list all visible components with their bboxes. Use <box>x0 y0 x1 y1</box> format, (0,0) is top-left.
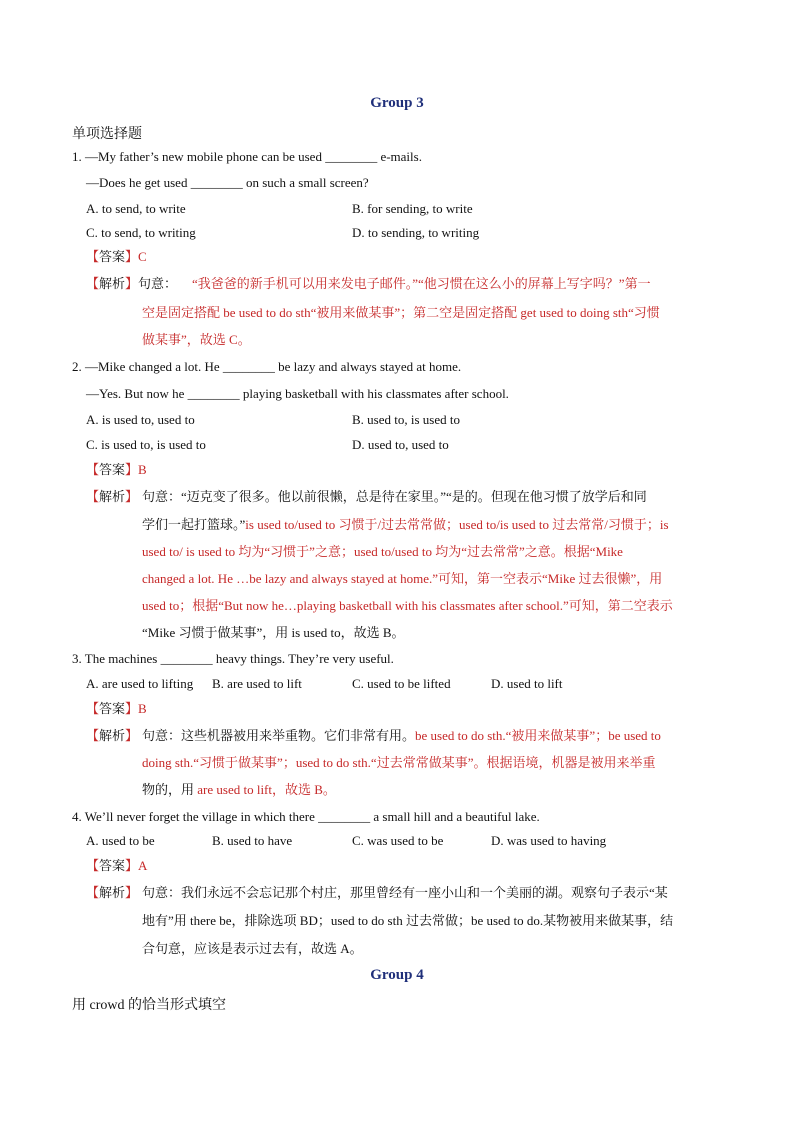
q1-option-c: C. to send, to writing <box>86 225 196 240</box>
q2-exp-line4: changed a lot. He …be lazy and always stayed at home.”可知，第一空表示“Mike 过去很懒”，用 <box>142 571 663 586</box>
q2-sub: —Yes. But now he ________ playing basketball with his classmates after school. <box>86 386 509 401</box>
q3-option-c: C. used to be lifted <box>352 676 451 691</box>
q3-option-a: A. are used to lifting <box>86 676 194 691</box>
q1-exp-line2: 空是固定搭配 be used to do sth“被用来做某事”；第二空是固定搭配 get used to doing sth“习惯 <box>142 305 660 320</box>
q1-exp-line1: “我爸爸的新手机可以用来发电子邮件。”“他习惯在这么小的屏幕上写字吗？”第一 <box>192 276 651 291</box>
q3-exp-line1: 句意：这些机器被用来举重物。它们非常有用。be used to do sth.“被用来做某事”；be used to <box>142 728 661 743</box>
q4-option-d: D. was used to having <box>491 833 607 848</box>
q4-option-c: C. was used to be <box>352 833 444 848</box>
q1-sub: —Does he get used ________ on such a small screen? <box>86 175 369 190</box>
q3-option-d: D. used to lift <box>491 676 563 691</box>
group-4-heading: 用 crowd 的恰当形式填空 <box>72 998 226 1013</box>
q2-exp-line3: used to/ is used to 均为“习惯于”之意；used to/used to 均为“过去常常”之意。根据“Mike <box>142 544 623 559</box>
q2-exp-line2: 学们一起打篮球。”is used to/used to 习惯于/过去常常做；used to/is used to 过去常常/习惯于；is <box>142 517 669 532</box>
q2-stem: 2. —Mike changed a lot. He ________ be lazy and always stayed at home. <box>72 359 462 374</box>
q1-stem: 1. —My father’s new mobile phone can be used ________ e-mails. <box>72 149 422 164</box>
q4-option-b: B. used to have <box>212 833 293 848</box>
q3-stem: 3. The machines ________ heavy things. They’re very useful. <box>72 651 394 666</box>
q1-option-d: D. to sending, to writing <box>352 225 480 240</box>
q4-option-a: A. used to be <box>86 833 155 848</box>
q2-option-a: A. is used to, used to <box>86 412 195 427</box>
q1-option-b: B. for sending, to write <box>352 201 473 216</box>
q4-explanation-label: 【解析】 <box>86 885 139 900</box>
q1-explanation-label: 【解析】句意： <box>86 276 178 291</box>
q3-option-b: B. are used to lift <box>212 676 302 691</box>
q1-answer: 【答案】C <box>86 249 147 264</box>
group-4-title: Group 4 <box>370 967 424 983</box>
q4-exp-line2: 地有”用 there be，排除选项 BD；used to do sth 过去常做；be used to do.某物被用来做某事，结 <box>142 913 674 928</box>
q4-exp-line3: 合句意，应该是表示过去有，故选 A。 <box>142 941 363 956</box>
group-3-title: Group 3 <box>370 95 424 111</box>
q2-exp-line1: 句意：“迈克变了很多。他以前很懒，总是待在家里。”“是的。但现在他习惯了放学后和同 <box>142 489 647 504</box>
q2-explanation-label: 【解析】 <box>86 489 139 504</box>
q4-stem: 4. We’ll never forget the village in which there ________ a small hill and a beautiful lake. <box>72 809 540 824</box>
q1-exp-line3: 做某事”，故选 C。 <box>142 332 251 347</box>
q2-exp-line6: “Mike 习惯于做某事”，用 is used to，故选 B。 <box>142 625 405 640</box>
q3-exp-line2: doing sth.“习惯于做某事”；used to do sth.“过去常常做某事”。根据语境，机器是被用来举重 <box>142 755 656 770</box>
q2-exp-line5: used to；根据“But now he…playing basketball with his classmates after school.”可知，第二空表示 <box>142 598 673 613</box>
q4-exp-line1: 句意：我们永远不会忘记那个村庄，那里曾经有一座小山和一个美丽的湖。观察句子表示“某 <box>142 885 668 900</box>
q3-exp-line3: 物的，用 are used to lift，故选 B。 <box>142 782 336 797</box>
q3-answer: 【答案】B <box>86 701 147 716</box>
q3-explanation-label: 【解析】 <box>86 728 139 743</box>
q2-answer: 【答案】B <box>86 462 147 477</box>
q2-option-c: C. is used to, is used to <box>86 437 206 452</box>
section-heading: 单项选择题 <box>72 127 142 142</box>
q1-option-a: A. to send, to write <box>86 201 186 216</box>
q2-option-d: D. used to, used to <box>352 437 449 452</box>
q2-option-b: B. used to, is used to <box>352 412 460 427</box>
q4-answer: 【答案】A <box>86 858 148 873</box>
